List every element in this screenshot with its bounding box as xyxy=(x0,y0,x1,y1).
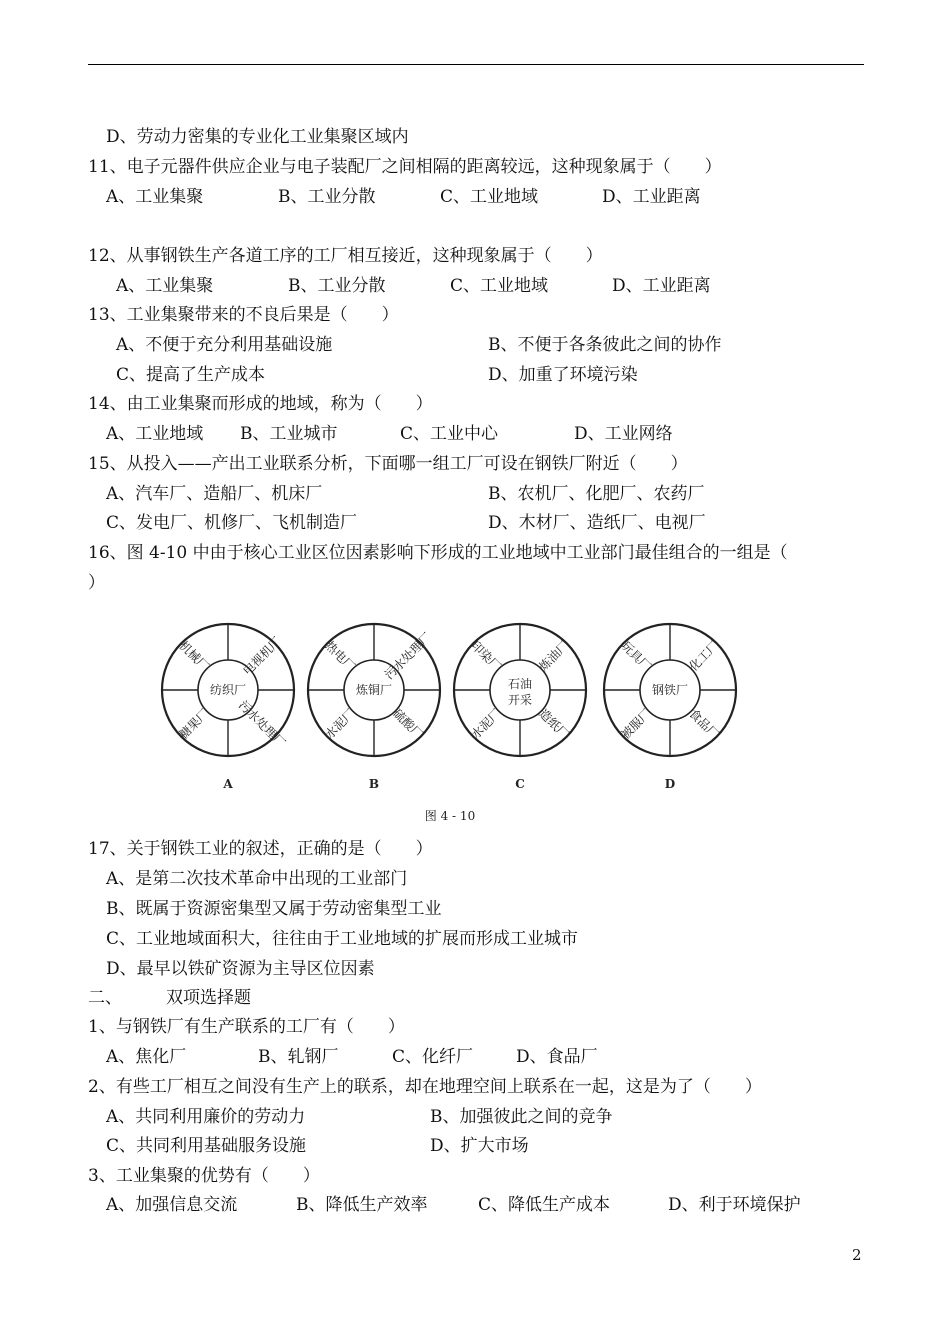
circle-c-center-label-2: 开采 xyxy=(507,693,533,707)
q15-stem: 15、从投入——产出工业联系分析，下面哪一组工厂可设在钢铁厂附近（ ） xyxy=(88,454,688,474)
q11-stem: 11、电子元器件供应企业与电子装配厂之间相隔的距离较远，这种现象属于（ ） xyxy=(88,157,722,177)
q17-option-a: A、是第二次技术革命中出现的工业部门 xyxy=(106,869,408,889)
circle-a-tr-label: 电视机厂 xyxy=(240,634,284,678)
factory-circle-a xyxy=(162,624,294,791)
circle-a-br-label: 污水处理厂 xyxy=(235,697,289,751)
circle-b-letter: B xyxy=(368,777,380,791)
d2-stem: 2、有些工厂相互之间没有生产上的联系，却在地理空间上联系在一起，这是为了（ ） xyxy=(88,1077,762,1097)
circle-b-center-label: 炼铜厂 xyxy=(355,683,393,697)
circle-a-center-label: 纺织厂 xyxy=(209,683,247,697)
q17-option-c: C、工业地域面积大，往往由于工业地域的扩展而形成工业城市 xyxy=(106,929,579,949)
circle-d-tr-label: 化工厂 xyxy=(686,638,722,674)
q14-option-d: D、工业网络 xyxy=(574,424,673,444)
q15-option-c: C、发电厂、机修厂、飞机制造厂 xyxy=(106,513,358,533)
circle-d-center-label: 钢铁厂 xyxy=(651,683,689,697)
q15-option-b: B、农机厂、化肥厂、农药厂 xyxy=(488,484,705,504)
d2-option-a: A、共同利用廉价的劳动力 xyxy=(106,1107,306,1127)
q15-option-d: D、木材厂、造纸厂、电视厂 xyxy=(488,513,706,533)
q11-option-d: D、工业距离 xyxy=(602,187,701,207)
q13-stem: 13、工业集聚带来的不良后果是（ ） xyxy=(88,305,399,325)
circle-c-center-label: 石油 xyxy=(507,677,533,691)
q17-option-b: B、既属于资源密集型又属于劳动密集型工业 xyxy=(106,899,442,919)
figure-caption: 图 4 - 10 xyxy=(424,809,476,823)
q17-option-d: D、最早以铁矿资源为主导区位因素 xyxy=(106,959,375,979)
q14-option-b: B、工业城市 xyxy=(240,424,338,444)
d3-option-b: B、降低生产效率 xyxy=(296,1195,428,1215)
q15-option-a: A、汽车厂、造船厂、机床厂 xyxy=(106,484,323,504)
d1-option-a: A、焦化厂 xyxy=(106,1047,187,1067)
q11-option-a: A、工业集聚 xyxy=(106,187,204,207)
q14-option-a: A、工业地域 xyxy=(106,424,204,444)
page-number: 2 xyxy=(852,1246,862,1264)
q11-option-c: C、工业地域 xyxy=(440,187,539,207)
q12-option-c: C、工业地域 xyxy=(450,276,549,296)
q16-stem-line2: ） xyxy=(88,573,105,593)
circle-c-tr-label: 炼油厂 xyxy=(536,638,572,674)
circle-c-letter: C xyxy=(515,777,525,791)
figure-4-10 xyxy=(0,600,950,840)
q12-option-a: A、工业集聚 xyxy=(116,276,214,296)
circle-c-tl-label: 印染厂 xyxy=(468,638,504,674)
factory-circle-d xyxy=(604,624,736,791)
d1-option-c: C、化纤厂 xyxy=(392,1047,474,1067)
d1-option-b: B、轧钢厂 xyxy=(258,1047,339,1067)
d2-option-c: C、共同利用基础服务设施 xyxy=(106,1136,307,1156)
q12-option-b: B、工业分散 xyxy=(288,276,386,296)
d2-option-b: B、加强彼此之间的竞争 xyxy=(430,1107,613,1127)
circle-a-letter: A xyxy=(223,777,233,791)
q10-option-d: D、劳动力密集的专业化工业集聚区域内 xyxy=(106,127,409,147)
d2-option-d: D、扩大市场 xyxy=(430,1136,529,1156)
q13-option-a: A、不便于充分利用基础设施 xyxy=(116,335,333,355)
q13-option-c: C、提高了生产成本 xyxy=(116,365,266,385)
d3-option-d: D、利于环境保护 xyxy=(668,1195,801,1215)
q14-stem: 14、由工业集聚而形成的地域，称为（ ） xyxy=(88,394,433,414)
circle-b-bl-label: 水泥厂 xyxy=(322,706,358,742)
d1-stem: 1、与钢铁厂有生产联系的工厂有（ ） xyxy=(88,1017,405,1037)
q13-option-b: B、不便于各条彼此之间的协作 xyxy=(488,335,722,355)
section-number: 二、 xyxy=(88,988,122,1008)
factory-circle-b xyxy=(308,624,440,791)
q16-stem-line1: 16、图 4-10 中由于核心工业区位因素影响下形成的工业地域中工业部门最佳组合的一组是（ xyxy=(88,543,788,563)
circle-d-bl-label: 被服厂 xyxy=(618,706,654,742)
d3-option-a: A、加强信息交流 xyxy=(106,1195,238,1215)
circle-d-tl-label: 玩具厂 xyxy=(618,638,654,674)
circle-d-br-label: 食品厂 xyxy=(686,706,722,742)
factory-circle-c xyxy=(454,624,586,791)
section-title: 双项选择题 xyxy=(166,988,251,1008)
circle-a-tl-label: 机械厂 xyxy=(176,638,212,674)
circle-d-letter: D xyxy=(664,777,676,791)
d3-stem: 3、工业集聚的优势有（ ） xyxy=(88,1166,320,1186)
q17-stem: 17、关于钢铁工业的叙述，正确的是（ ） xyxy=(88,839,433,859)
q14-option-c: C、工业中心 xyxy=(400,424,499,444)
circle-a-bl-label: 糖果厂 xyxy=(176,706,212,742)
circle-b-tr-label: 污水处理厂 xyxy=(381,629,435,683)
d3-option-c: C、降低生产成本 xyxy=(478,1195,611,1215)
q13-option-d: D、加重了环境污染 xyxy=(488,365,638,385)
circle-b-br-label: 硫酸厂 xyxy=(390,706,426,742)
q12-stem: 12、从事钢铁生产各道工序的工厂相互接近，这种现象属于（ ） xyxy=(88,246,603,266)
header-rule xyxy=(88,64,864,65)
circle-c-br-label: 造纸厂 xyxy=(536,706,572,742)
circle-b-tl-label: 热电厂 xyxy=(322,638,358,674)
q12-option-d: D、工业距离 xyxy=(612,276,711,296)
d1-option-d: D、食品厂 xyxy=(516,1047,598,1067)
q11-option-b: B、工业分散 xyxy=(278,187,376,207)
circle-c-bl-label: 水泥厂 xyxy=(468,706,504,742)
